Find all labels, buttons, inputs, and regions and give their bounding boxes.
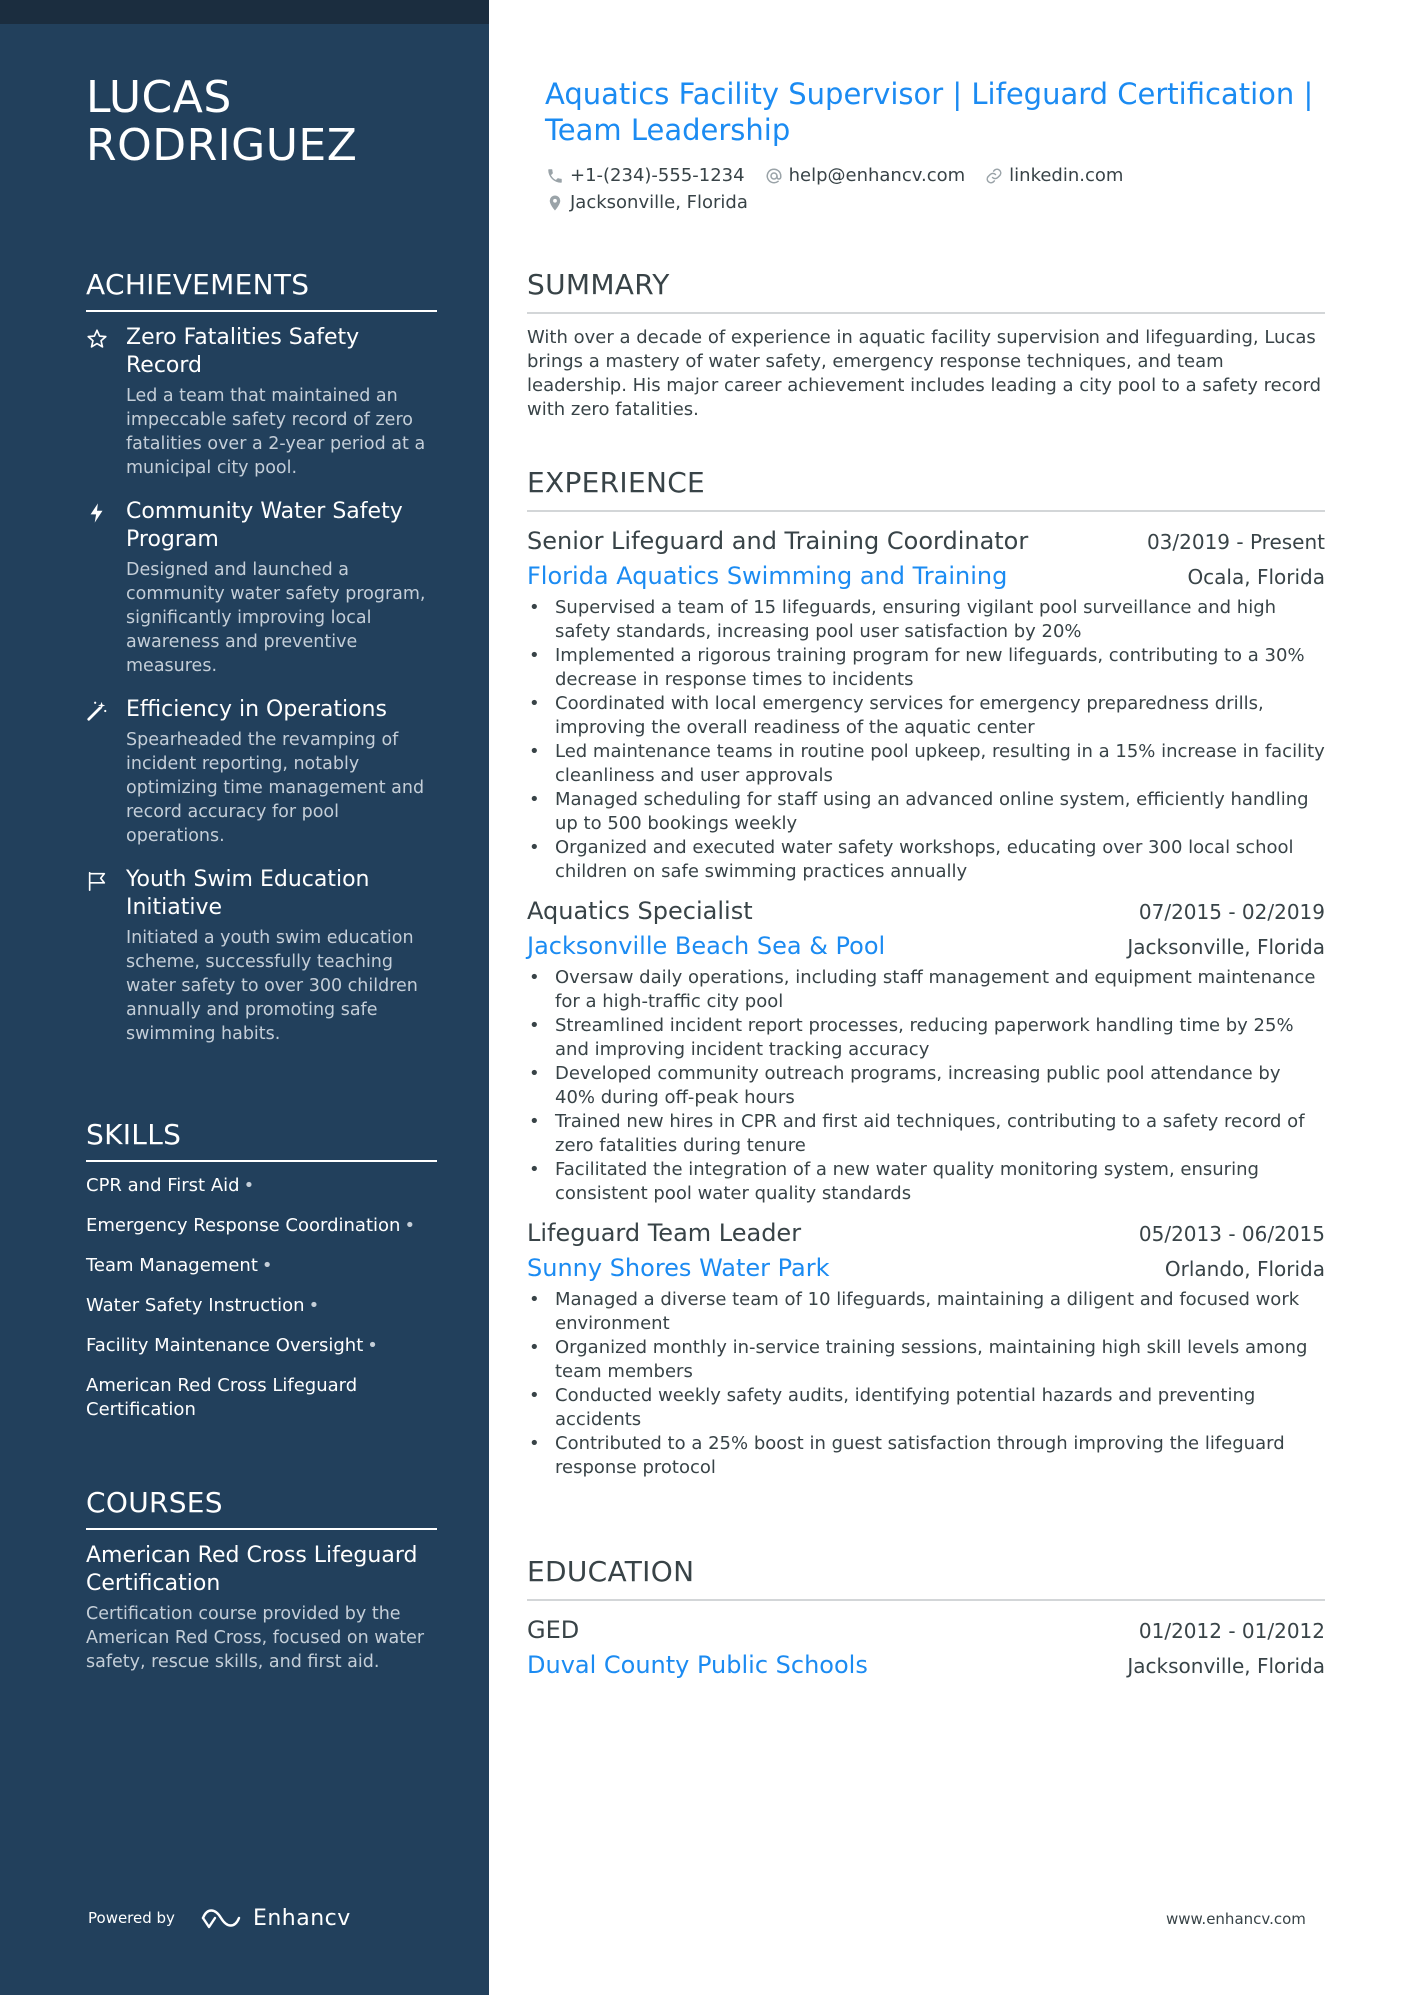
sidebar <box>0 0 489 1995</box>
job-title: Lifeguard Team Leader <box>527 1219 802 1247</box>
job-bullet: • Trained new hires in CPR and first aid techniques, contributing to a safety record of zero fatalities during tenure <box>527 1110 1325 1158</box>
skill-item: American Red Cross Lifeguard Certification <box>86 1375 358 1420</box>
linkedin-contact[interactable] <box>985 162 1123 189</box>
phone-contact[interactable] <box>546 162 745 189</box>
job-entry <box>527 1216 1325 1480</box>
job-bullet: • Implemented a rigorous training program for new lifeguards, contributing to a 30% decrease in response times to incidents <box>527 644 1325 692</box>
skill-item: Water Safety Instruction • <box>86 1295 320 1316</box>
job-bullet: • Developed community outreach programs, increasing public pool attendance by 40% during off-peak hours <box>527 1062 1325 1110</box>
lightning-icon <box>86 498 126 678</box>
job-bullet: • Supervised a team of 15 lifeguards, ensuring vigilant pool surveillance and high safety standards, increasing pool user satisfaction by 20% <box>527 596 1325 644</box>
experience-heading: EXPERIENCE <box>527 466 1325 512</box>
skill-item: Facility Maintenance Oversight • <box>86 1335 378 1356</box>
job-bullet: • Led maintenance teams in routine pool upkeep, resulting in a 15% increase in facility cleanliness and user approvals <box>527 740 1325 788</box>
email-address: help@enhancv.com <box>788 165 966 186</box>
skills-heading: SKILLS <box>86 1118 437 1162</box>
headline: Aquatics Facility Supervisor | Lifeguard Certification | Team Leadership <box>545 77 1314 147</box>
achievement-description: Spearheaded the revamping of incident reporting, notably optimizing time management and record accuracy for pool operations. <box>126 730 425 846</box>
job-bullet: • Conducted weekly safety audits, identifying potential hazards and preventing accidents <box>527 1384 1325 1432</box>
first-name: LUCAS <box>86 72 232 123</box>
job-company[interactable]: Florida Aquatics Swimming and Training <box>527 562 1008 590</box>
job-bullet: • Managed a diverse team of 10 lifeguards, maintaining a diligent and focused work environment <box>527 1288 1325 1336</box>
location-pin-icon <box>546 194 564 212</box>
job-title: Aquatics Specialist <box>527 897 753 925</box>
job-location: Jacksonville, Florida <box>1127 935 1325 959</box>
job-bullet: • Organized monthly in-service training sessions, maintaining high skill levels among team members <box>527 1336 1325 1384</box>
education-section <box>527 1555 1325 1693</box>
job-bullet: • Organized and executed water safety workshops, educating over 300 local school children on safe swimming practices annually <box>527 836 1325 884</box>
job-bullet: • Contributed to a 25% boost in guest satisfaction through improving the lifeguard response protocol <box>527 1432 1325 1480</box>
footer-url[interactable]: www.enhancv.com <box>1166 1910 1306 1928</box>
job-bullet: • Coordinated with local emergency services for emergency preparedness drills, improving the overall readiness of the aquatic center <box>527 692 1325 740</box>
achievement-item <box>86 324 437 480</box>
flag-icon <box>86 866 126 1046</box>
summary-section <box>527 268 1325 422</box>
achievements-heading: ACHIEVEMENTS <box>86 268 437 312</box>
job-bullet: • Streamlined incident report processes, reducing paperwork handling time by 25% and improving incident tracking accuracy <box>527 1014 1325 1062</box>
course-title: American Red Cross Lifeguard Certification <box>86 1543 418 1596</box>
candidate-name <box>86 74 466 170</box>
skill-item: Emergency Response Coordination • <box>86 1215 416 1236</box>
at-icon <box>765 167 783 185</box>
job-location: Ocala, Florida <box>1187 565 1325 589</box>
summary-text: With over a decade of experience in aquatic facility supervision and lifeguarding, Lucas brings a mastery of water safety, emergency response techniques, and team leadership. His major career achievement includes leading a city pool to a safety record with zero fatalities. <box>527 327 1322 420</box>
job-dates: 07/2015 - 02/2019 <box>1138 900 1325 924</box>
achievement-item <box>86 498 437 678</box>
job-bullet: • Oversaw daily operations, including staff management and equipment maintenance for a high-traffic city pool <box>527 966 1325 1014</box>
job-bullet: • Managed scheduling for staff using an advanced online system, efficiently handling up to 500 bookings weekly <box>527 788 1325 836</box>
job-bullet: • Facilitated the integration of a new water quality monitoring system, ensuring consistent pool water quality standards <box>527 1158 1325 1206</box>
skills-section <box>86 1118 437 1438</box>
achievements-section <box>86 268 437 1064</box>
achievement-description: Designed and launched a community water safety program, significantly improving local awareness and preventive measures. <box>126 560 426 676</box>
achievement-title: Zero Fatalities Safety Record <box>126 325 360 378</box>
job-bullets <box>527 1288 1325 1480</box>
job-company[interactable]: Jacksonville Beach Sea & Pool <box>527 932 886 960</box>
skill-item: Team Management • <box>86 1255 273 1276</box>
location-text: Jacksonville, Florida <box>570 192 748 213</box>
education-entry <box>527 1613 1325 1683</box>
location-contact <box>546 189 748 216</box>
linkedin-url: linkedin.com <box>1009 165 1124 186</box>
star-icon <box>86 324 126 480</box>
job-company[interactable]: Sunny Shores Water Park <box>527 1254 830 1282</box>
course-description: Certification course provided by the American Red Cross, focused on water safety, rescue skills, and first aid. <box>86 1604 425 1672</box>
achievement-title: Efficiency in Operations <box>126 697 387 722</box>
education-dates: 01/2012 - 01/2012 <box>1138 1619 1325 1643</box>
achievement-item <box>86 866 437 1046</box>
job-location: Orlando, Florida <box>1164 1257 1325 1281</box>
achievement-title: Youth Swim Education Initiative <box>126 867 370 920</box>
enhancv-brand: Enhancv <box>252 1905 351 1931</box>
last-name: RODRIGUEZ <box>86 120 358 171</box>
email-contact[interactable] <box>765 162 966 189</box>
powered-by <box>88 1905 351 1931</box>
link-icon <box>985 167 1003 185</box>
magic-wand-icon <box>86 696 126 848</box>
achievement-item <box>86 696 437 848</box>
powered-by-label: Powered by <box>88 1909 175 1927</box>
courses-heading: COURSES <box>86 1486 437 1530</box>
courses-section <box>86 1486 437 1674</box>
enhancv-logo[interactable] <box>199 1905 351 1931</box>
phone-icon <box>546 167 564 185</box>
job-dates: 05/2013 - 06/2015 <box>1138 1222 1325 1246</box>
education-location: Jacksonville, Florida <box>1127 1654 1325 1678</box>
education-heading: EDUCATION <box>527 1555 1325 1601</box>
sidebar-top-bar <box>0 0 489 24</box>
education-degree: GED <box>527 1616 580 1644</box>
enhancv-logo-icon <box>199 1905 243 1931</box>
education-school[interactable]: Duval County Public Schools <box>527 1651 868 1679</box>
experience-section <box>527 466 1325 1490</box>
skill-item: CPR and First Aid • <box>86 1175 255 1196</box>
achievement-title: Community Water Safety Program <box>126 499 403 552</box>
job-title: Senior Lifeguard and Training Coordinator <box>527 527 1029 555</box>
achievement-description: Led a team that maintained an impeccable safety record of zero fatalities over a 2-year period at a municipal city pool. <box>126 386 426 478</box>
job-entry <box>527 524 1325 884</box>
contact-info <box>546 162 1326 216</box>
job-bullets <box>527 966 1325 1206</box>
summary-heading: SUMMARY <box>527 268 1325 314</box>
phone-number: +1-(234)-555-1234 <box>570 165 745 186</box>
achievement-description: Initiated a youth swim education scheme, successfully teaching water safety to over 300 children annually and promoting safe swimming habits. <box>126 928 418 1044</box>
job-bullets <box>527 596 1325 884</box>
job-entry <box>527 894 1325 1206</box>
job-dates: 03/2019 - Present <box>1146 530 1325 554</box>
